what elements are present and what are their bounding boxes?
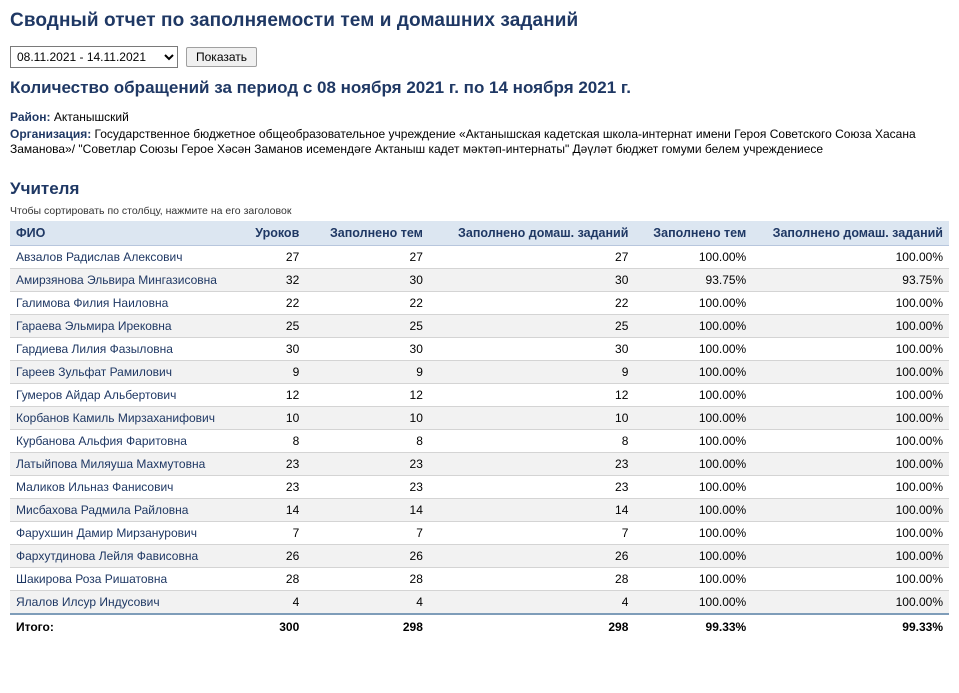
table-row [10,545,949,568]
table-row [10,499,949,522]
cell-topics: 27 [305,246,429,269]
cell-topics: 25 [305,315,429,338]
cell-homework: 9 [429,361,635,384]
cell-topics: 28 [305,568,429,591]
cell-topics-percent: 100.00% [634,545,752,568]
cell-homework: 8 [429,430,635,453]
cell-homework: 10 [429,407,635,430]
table-row [10,430,949,453]
report-controls [10,46,949,68]
cell-topics: 4 [305,591,429,615]
section-title-teachers: Учителя [10,179,80,198]
cell-name: Галимова Филия Наиловна [10,292,231,315]
cell-name: Курбанова Альфия Фаритовна [10,430,231,453]
cell-lessons: 9 [231,361,305,384]
cell-topics: 23 [305,476,429,499]
total-row [10,614,949,639]
cell-homework-percent: 100.00% [752,591,949,615]
cell-lessons: 28 [231,568,305,591]
cell-homework-percent: 100.00% [752,545,949,568]
cell-name: Шакирова Роза Ришатовна [10,568,231,591]
cell-topics: 23 [305,453,429,476]
cell-name: Корбанов Камиль Мирзаханифович [10,407,231,430]
cell-topics-percent: 100.00% [634,361,752,384]
cell-homework: 7 [429,522,635,545]
cell-homework-percent: 100.00% [752,522,949,545]
total-label: Итого: [10,614,231,639]
cell-topics-percent: 100.00% [634,384,752,407]
table-row [10,292,949,315]
cell-homework-percent: 100.00% [752,407,949,430]
cell-topics-percent: 100.00% [634,453,752,476]
cell-topics: 22 [305,292,429,315]
cell-lessons: 7 [231,522,305,545]
table-header [10,221,949,246]
table-row [10,476,949,499]
cell-homework: 22 [429,292,635,315]
cell-topics-percent: 100.00% [634,315,752,338]
cell-topics: 12 [305,384,429,407]
table-footer [10,614,949,639]
cell-topics-percent: 100.00% [634,476,752,499]
cell-lessons: 27 [231,246,305,269]
table-body [10,246,949,615]
total-topics-percent: 99.33% [634,614,752,639]
cell-homework: 25 [429,315,635,338]
cell-name: Гардиева Лилия Фазыловна [10,338,231,361]
total-homework-percent: 99.33% [752,614,949,639]
column-header-homework[interactable]: Заполнено домаш. заданий [429,221,635,246]
cell-name: Ялалов Илсур Индусович [10,591,231,615]
cell-topics-percent: 100.00% [634,499,752,522]
table-row [10,246,949,269]
cell-lessons: 8 [231,430,305,453]
cell-homework: 26 [429,545,635,568]
total-topics: 298 [305,614,429,639]
cell-topics: 8 [305,430,429,453]
cell-homework-percent: 100.00% [752,476,949,499]
table-row [10,522,949,545]
table-row [10,384,949,407]
cell-topics: 9 [305,361,429,384]
cell-homework-percent: 100.00% [752,453,949,476]
cell-homework: 30 [429,269,635,292]
cell-lessons: 14 [231,499,305,522]
cell-lessons: 12 [231,384,305,407]
cell-lessons: 25 [231,315,305,338]
cell-topics-percent: 100.00% [634,338,752,361]
cell-homework: 23 [429,476,635,499]
cell-topics: 30 [305,338,429,361]
cell-topics-percent: 100.00% [634,591,752,615]
total-lessons: 300 [231,614,305,639]
cell-topics-percent: 100.00% [634,292,752,315]
table-row [10,269,949,292]
table-row [10,315,949,338]
sort-hint: Чтобы сортировать по столбцу, нажмите на его заголовок [10,205,292,217]
cell-name: Фархутдинова Лейля Фависовна [10,545,231,568]
table-row [10,407,949,430]
cell-homework: 28 [429,568,635,591]
table-row [10,453,949,476]
cell-homework-percent: 100.00% [752,384,949,407]
table-row [10,361,949,384]
district-row [10,110,949,125]
column-header-name[interactable]: ФИО [10,221,231,246]
column-header-lessons[interactable]: Уроков [231,221,305,246]
period-select[interactable] [10,46,178,68]
cell-homework-percent: 100.00% [752,246,949,269]
period-heading: Количество обращений за период с 08 ноября 2021 г. по 14 ноября 2021 г. [10,78,631,97]
table-row [10,338,949,361]
column-header-topics[interactable]: Заполнено тем [305,221,429,246]
cell-homework: 14 [429,499,635,522]
show-button[interactable]: Показать [186,47,257,67]
cell-name: Латыйпова Миляуша Махмутовна [10,453,231,476]
cell-name: Авзалов Радислав Алексович [10,246,231,269]
table-row [10,568,949,591]
cell-name: Гумеров Айдар Альбертович [10,384,231,407]
cell-lessons: 32 [231,269,305,292]
table-row [10,591,949,615]
cell-homework: 23 [429,453,635,476]
cell-topics-percent: 100.00% [634,407,752,430]
column-header-homework-percent[interactable]: Заполнено домаш. заданий [752,221,949,246]
cell-name: Гараева Эльмира Ирековна [10,315,231,338]
cell-topics: 26 [305,545,429,568]
cell-lessons: 23 [231,476,305,499]
cell-homework: 27 [429,246,635,269]
district-value: Актанышский [53,110,129,124]
district-label: Район: [10,110,51,124]
cell-name: Мисбахова Радмила Райловна [10,499,231,522]
cell-topics-percent: 100.00% [634,522,752,545]
cell-name: Гареев Зульфат Рамилович [10,361,231,384]
cell-homework-percent: 100.00% [752,499,949,522]
cell-lessons: 10 [231,407,305,430]
cell-topics: 14 [305,499,429,522]
cell-homework: 12 [429,384,635,407]
cell-topics-percent: 100.00% [634,568,752,591]
cell-lessons: 26 [231,545,305,568]
cell-homework-percent: 100.00% [752,292,949,315]
teachers-table [10,221,949,639]
cell-name: Фарухшин Дамир Мирзанурович [10,522,231,545]
total-homework: 298 [429,614,635,639]
header-row [10,221,949,246]
cell-homework-percent: 100.00% [752,315,949,338]
cell-lessons: 23 [231,453,305,476]
cell-homework: 30 [429,338,635,361]
organization-value: Государственное бюджетное общеобразовательное учреждение «Актанышская кадетская школа-интернат имени Героя Советского Союза Хасана Заманова»/ "Советлар Союзы Герое Хәсән Заманов исемендәге Актаныш кадет мәктәп-интернаты" Дәүләт бюджет гомуми белем учреждениесе [10,127,916,156]
cell-topics: 30 [305,269,429,292]
cell-homework-percent: 93.75% [752,269,949,292]
cell-topics-percent: 100.00% [634,430,752,453]
cell-homework-percent: 100.00% [752,568,949,591]
cell-topics-percent: 100.00% [634,246,752,269]
column-header-topics-percent[interactable]: Заполнено тем [634,221,752,246]
cell-name: Маликов Ильназ Фанисович [10,476,231,499]
cell-lessons: 4 [231,591,305,615]
cell-homework-percent: 100.00% [752,430,949,453]
cell-topics-percent: 93.75% [634,269,752,292]
page-title: Сводный отчет по заполняемости тем и домашних заданий [10,10,579,31]
cell-homework-percent: 100.00% [752,361,949,384]
organization-row [10,127,949,157]
cell-homework: 4 [429,591,635,615]
cell-topics: 10 [305,407,429,430]
cell-topics: 7 [305,522,429,545]
cell-homework-percent: 100.00% [752,338,949,361]
cell-lessons: 30 [231,338,305,361]
organization-label: Организация: [10,127,92,141]
cell-name: Амирзянова Эльвира Мингазисовна [10,269,231,292]
cell-lessons: 22 [231,292,305,315]
